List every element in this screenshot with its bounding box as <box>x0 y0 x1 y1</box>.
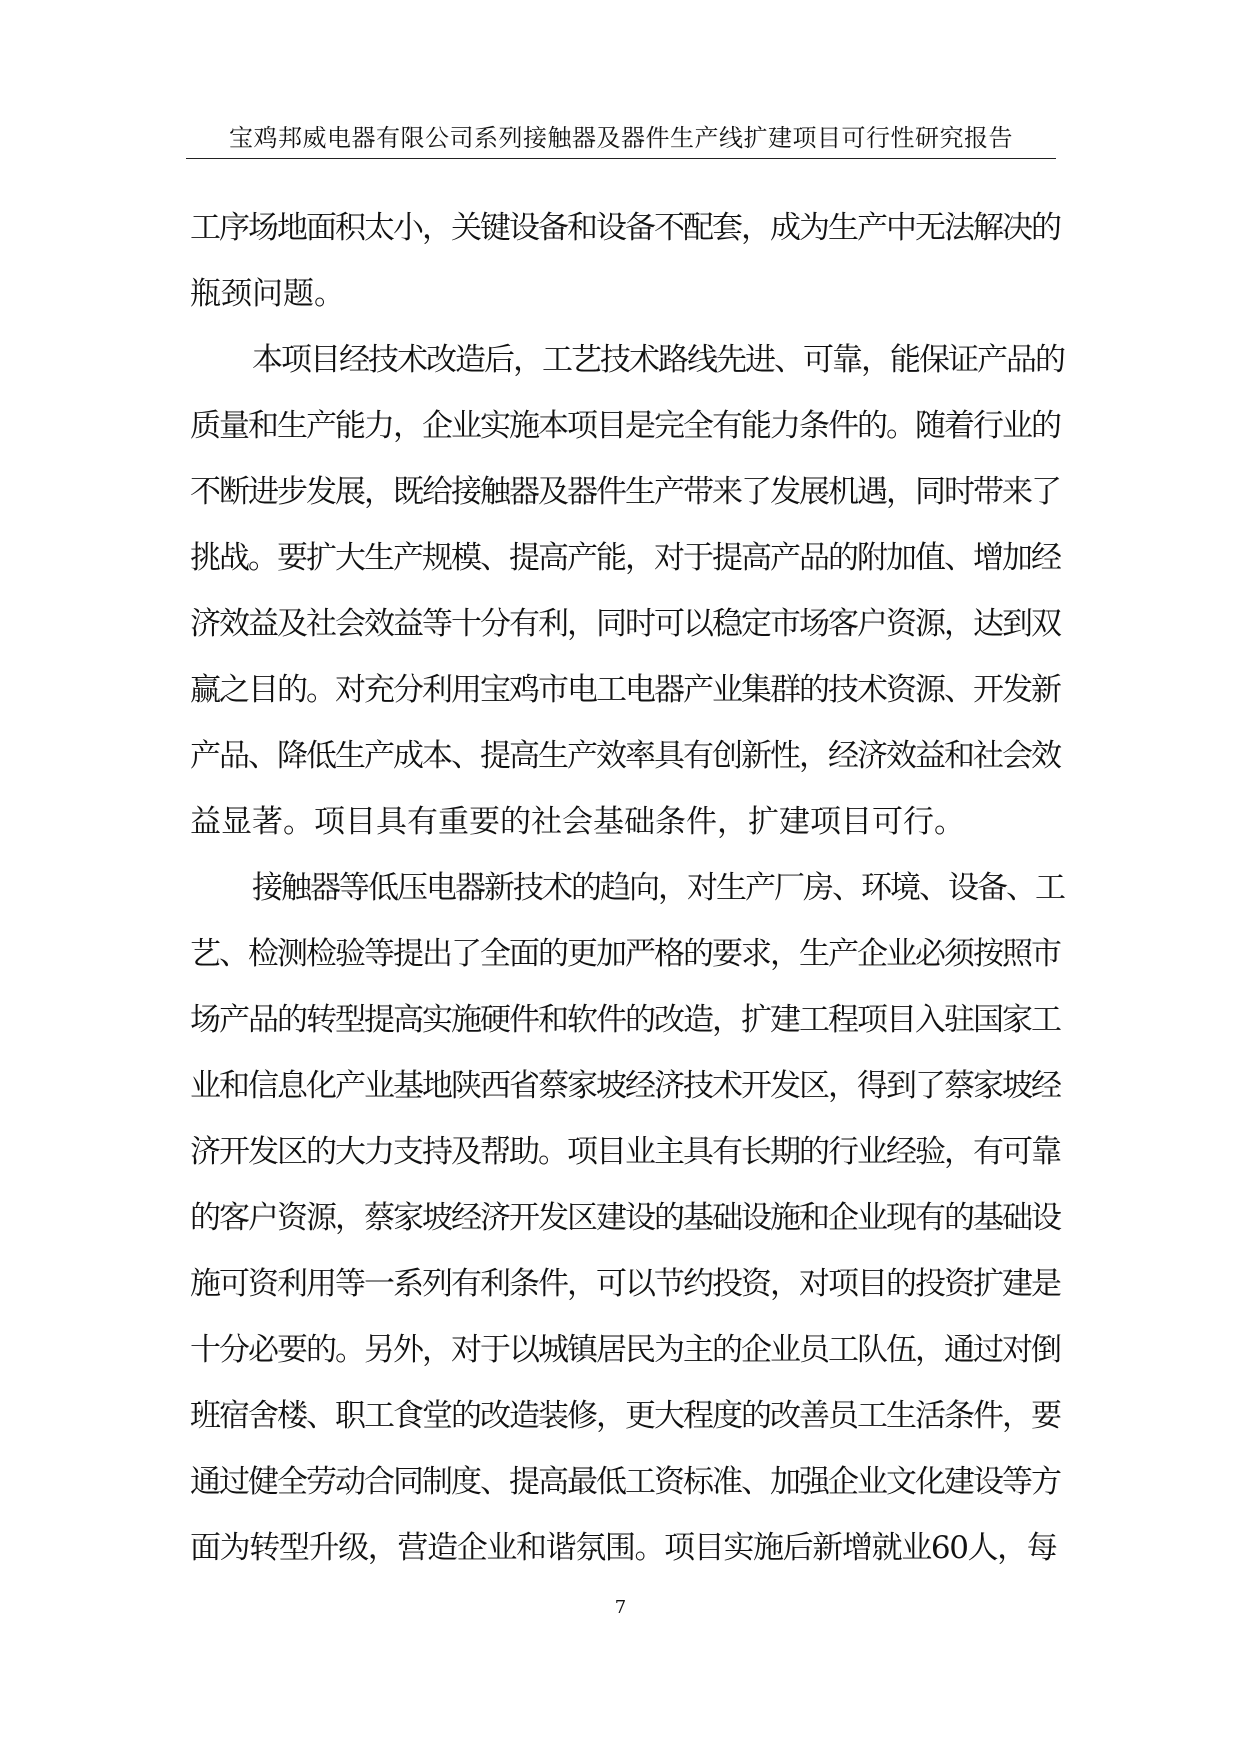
body-line: 不断进步发展，既给接触器及器件生产带来了发展机遇，同时带来了 <box>190 474 1060 510</box>
running-header: 宝鸡邦威电器有限公司系列接触器及器件生产线扩建项目可行性研究报告 <box>229 124 1013 152</box>
body-line: 业和信息化产业基地陕西省蔡家坡经济技术开发区，得到了蔡家坡经 <box>190 1068 1060 1104</box>
page-number: 7 <box>614 1597 627 1618</box>
body-line: 施可资利用等一系列有利条件，可以节约投资，对项目的投资扩建是 <box>190 1266 1060 1302</box>
body-line: 通过健全劳动合同制度、提高最低工资标准、加强企业文化建设等方 <box>190 1464 1060 1500</box>
body-line: 济开发区的大力支持及帮助。项目业主具有长期的行业经验，有可靠 <box>190 1134 1060 1170</box>
body-line: 工序场地面积太小，关键设备和设备不配套，成为生产中无法解决的 <box>190 210 1060 246</box>
body-line: 益显著。项目具有重要的社会基础条件，扩建项目可行。 <box>190 804 965 840</box>
body-line: 面为转型升级，营造企业和谐氛围。项目实施后新增就业60人，每 <box>190 1530 1057 1566</box>
body-line: 接触器等低压电器新技术的趋向，对生产厂房、环境、设备、工 <box>252 870 1064 906</box>
body-line: 场产品的转型提高实施硬件和软件的改造，扩建工程项目入驻国家工 <box>190 1002 1060 1038</box>
body-line: 十分必要的。另外，对于以城镇居民为主的企业员工队伍，通过对倒 <box>190 1332 1060 1368</box>
body-text <box>190 195 1064 1581</box>
body-line: 赢之目的。对充分利用宝鸡市电工电器产业集群的技术资源、开发新 <box>190 672 1060 708</box>
body-line: 瓶颈问题。 <box>190 276 345 312</box>
header-divider <box>186 158 1056 159</box>
body-line: 的客户资源，蔡家坡经济开发区建设的基础设施和企业现有的基础设 <box>190 1200 1060 1236</box>
body-line: 产品、降低生产成本、提高生产效率具有创新性，经济效益和社会效 <box>190 738 1060 774</box>
body-line: 艺、检测检验等提出了全面的更加严格的要求，生产企业必须按照市 <box>190 936 1060 972</box>
body-line: 班宿舍楼、职工食堂的改造装修，更大程度的改善员工生活条件，要 <box>190 1398 1060 1434</box>
body-line: 挑战。要扩大生产规模、提高产能，对于提高产品的附加值、增加经 <box>190 540 1060 576</box>
body-line: 质量和生产能力，企业实施本项目是完全有能力条件的。随着行业的 <box>190 408 1060 444</box>
body-line: 本项目经技术改造后，工艺技术路线先进、可靠，能保证产品的 <box>252 342 1064 378</box>
body-line: 济效益及社会效益等十分有利，同时可以稳定市场客户资源，达到双 <box>190 606 1060 642</box>
